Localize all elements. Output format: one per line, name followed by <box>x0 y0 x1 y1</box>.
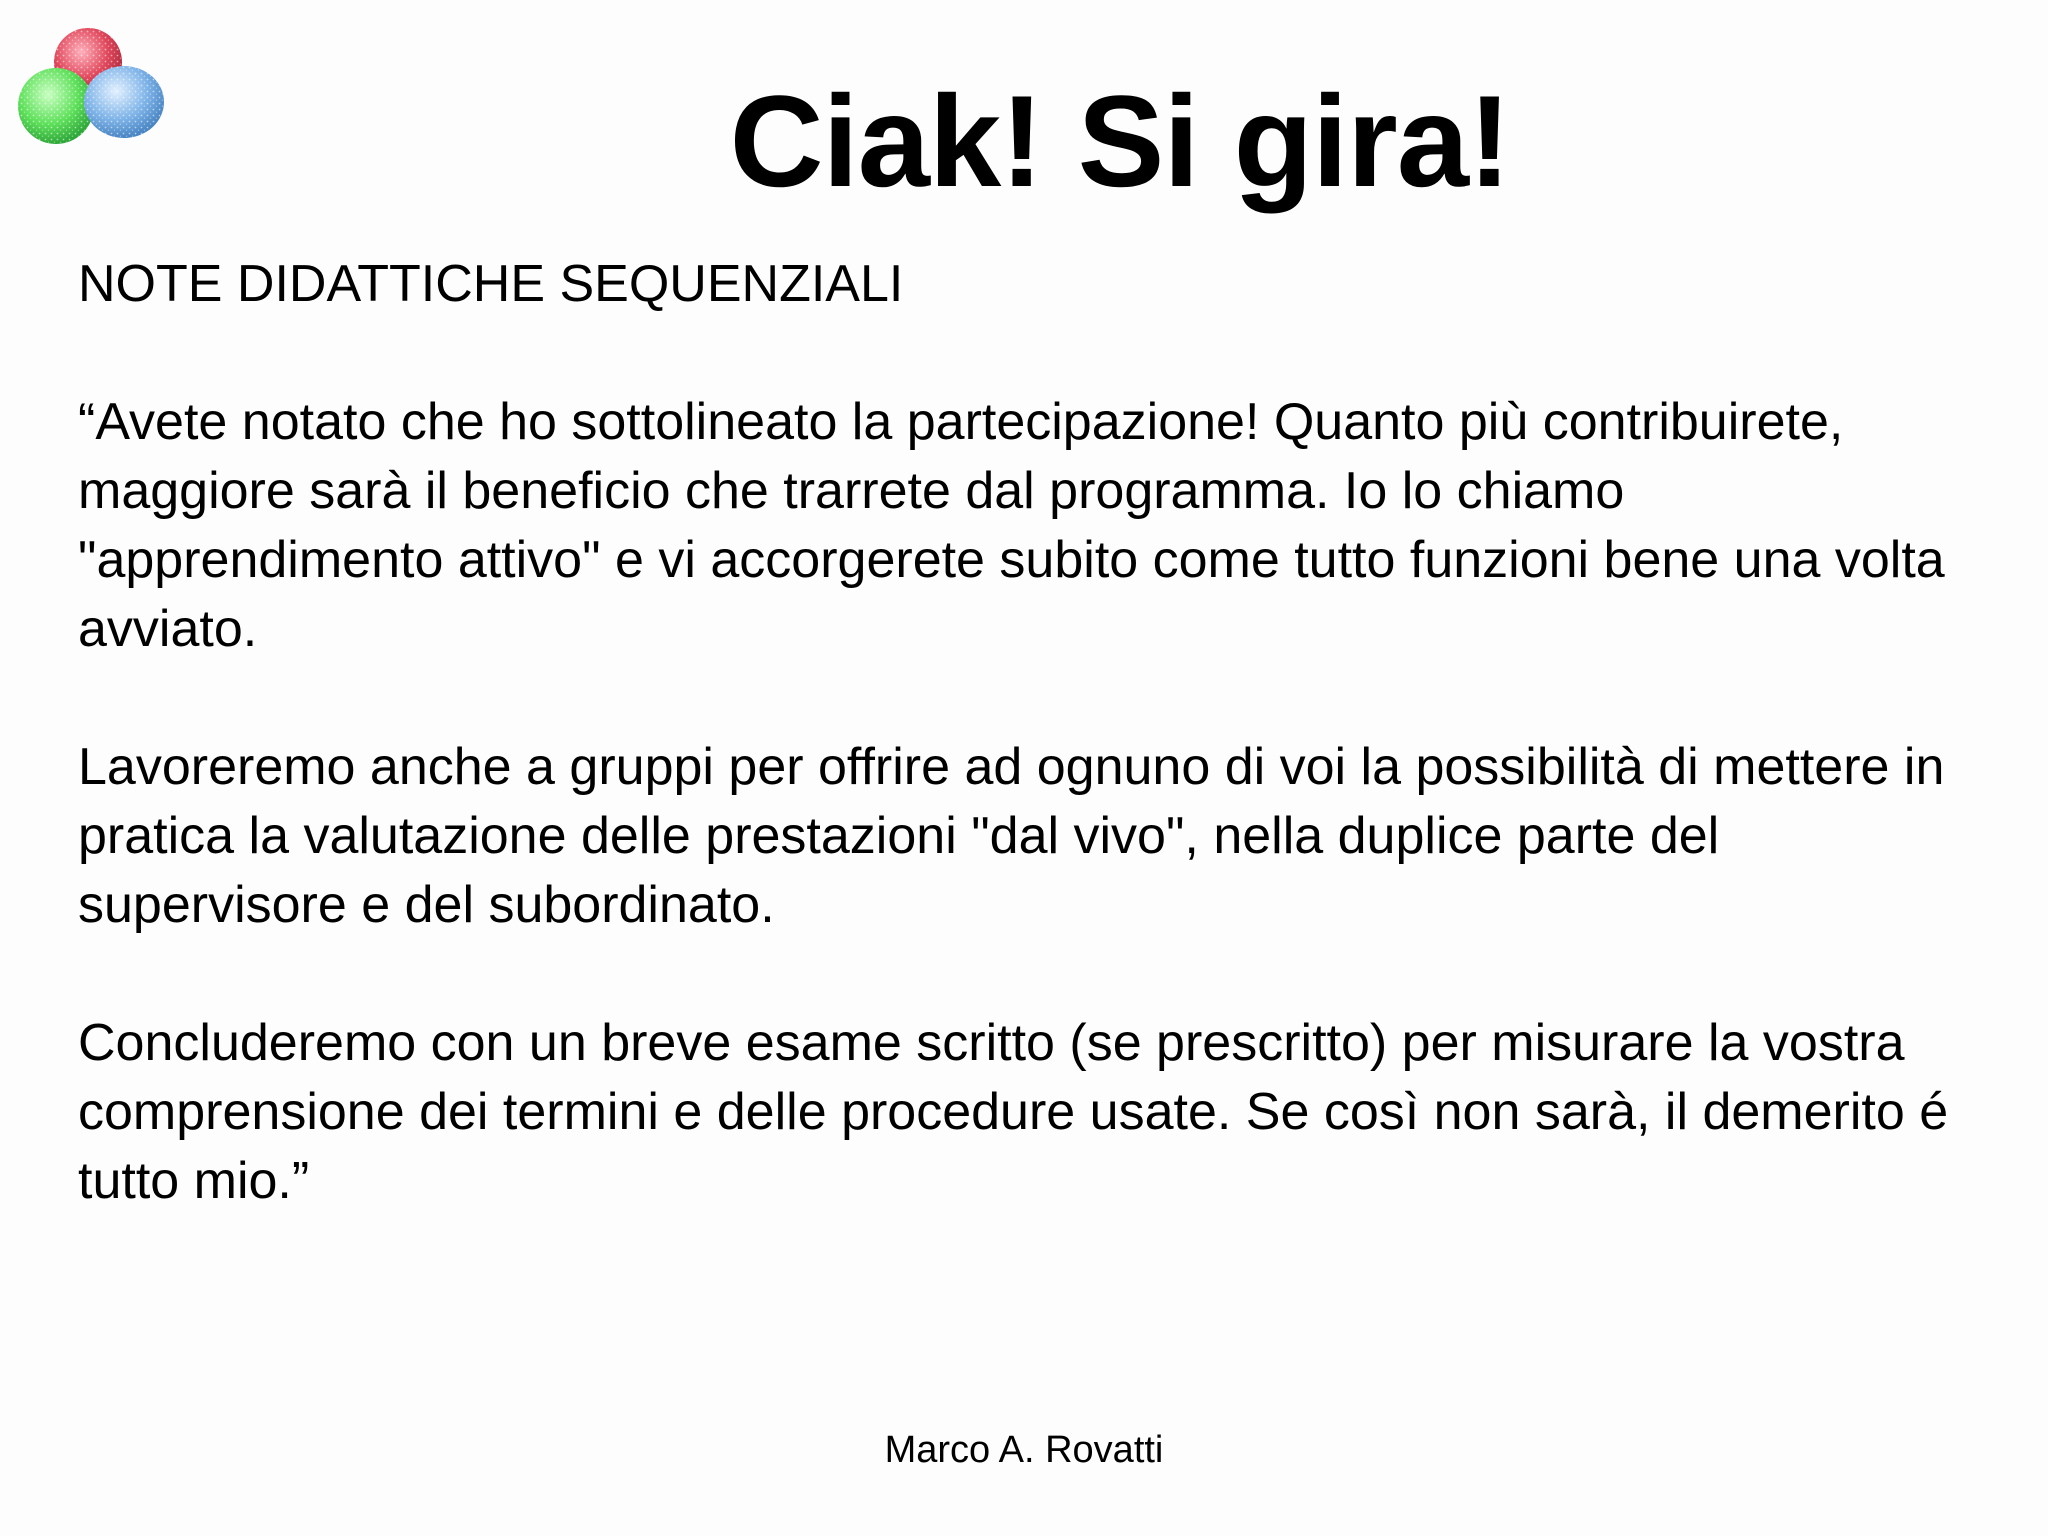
footer-author: Marco A. Rovatti <box>884 1429 1164 1471</box>
slide-title: Ciak! Si gira! <box>729 68 1511 214</box>
gumdrops-icon <box>14 24 174 154</box>
slide-body <box>78 250 1998 1216</box>
paragraph-participation: “Avete notato che ho sottolineato la partecipazione! Quanto più contribuirete, maggiore sarà il beneficio che trarrete dal programma. Io lo chiamo "apprendimento attivo" e vi accorgerete subito come tutto funzioni bene una volta avviato. <box>78 393 1945 658</box>
paragraph-final-exam: Concluderemo con un breve esame scritto (se prescritto) per misurare la vostra comprensione dei termini e delle procedure usate. Se così non sarà, il demerito é tutto mio.” <box>78 1014 1949 1210</box>
section-heading: NOTE DIDATTICHE SEQUENZIALI <box>78 255 904 313</box>
paragraph-group-work: Lavoreremo anche a gruppi per offrire ad ognuno di voi la possibilità di mettere in pratica la valutazione delle prestazioni "dal vivo", nella duplice parte del supervisore e del subordinato. <box>78 738 1945 934</box>
